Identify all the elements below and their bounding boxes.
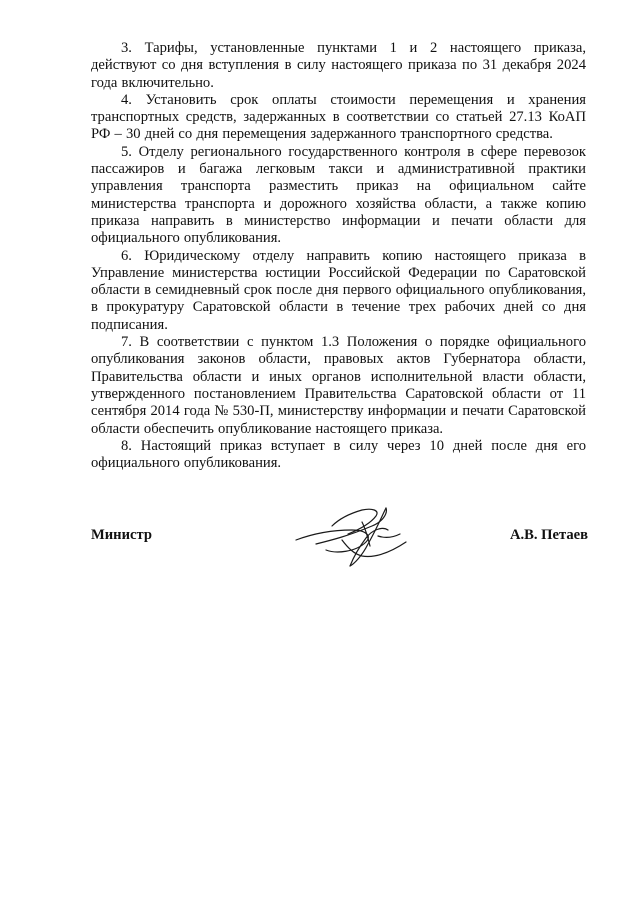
signatory-name: А.В. Петаев (509, 527, 588, 543)
paragraph-item-4: 4. Установить срок оплаты стоимости перемещения и хранения транспортных средств, задержанных в соответствии со статьей 27.13 КоАП РФ – 30 дней со дня перемещения задержанного транспортного средства. (91, 91, 586, 143)
paragraph-item-7: 7. В соответствии с пунктом 1.3 Положения о порядке официального опубликования законов области, правовых актов Губернатора области, Правительства области и иных органов исполнительной власти области, утвержденного постановлением Правительства Саратовской области от 11 сентября 2014 года № 530-П, министерству информации и печати Саратовской области обеспечить опубликование настоящего приказа. (91, 334, 586, 437)
paragraph-item-6: 6. Юридическому отделу направить копию настоящего приказа в Управление министерства юстиции Российской Федерации по Саратовской области в семидневный срок после дня первого официального опубликования, в прокуратуру Саратовской области в течение трех рабочих дней со дня подписания. (91, 247, 586, 333)
paragraph-item-8: 8. Настоящий приказ вступает в силу через 10 дней после дня его официального опубликования. (91, 437, 586, 472)
signatory-position: Министр (91, 527, 152, 543)
handwritten-signature (292, 500, 412, 570)
paragraph-item-3: 3. Тарифы, установленные пунктами 1 и 2 настоящего приказа, действуют со дня вступления в силу настоящего приказа по 31 декабря 2024 года включительно. (91, 40, 586, 91)
paragraph-item-5: 5. Отделу регионального государственного контроля в сфере перевозок пассажиров и багажа легковым такси и административной практики управления транспорта разместить приказ на официальном сайте министерства транспорта и дорожного хозяйства области, а также копию приказа направить в министерство информации и печати области для официального опубликования. (91, 143, 586, 247)
document-body (91, 40, 586, 472)
